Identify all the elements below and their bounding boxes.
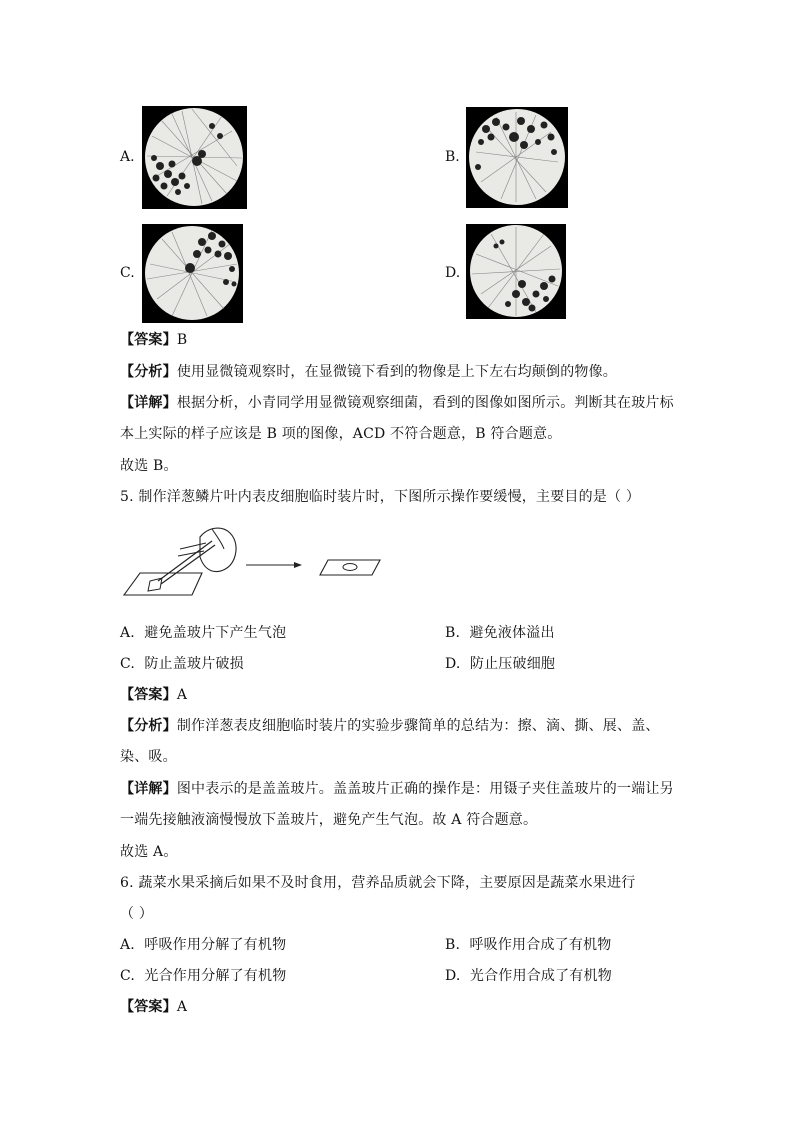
q5-detail-continued: 一端先接触液滴慢慢放下盖玻片，避免产生气泡。故 A 符合题意。 [120,812,538,828]
answer-tag: 【答案】 [120,332,177,348]
q5-option-a [120,623,286,643]
option-text: 呼吸作用分解了有机物 [144,937,287,953]
option-text: 呼吸作用合成了有机物 [469,937,612,953]
answer-tag: 【答案】 [120,687,177,703]
answer-value: A [176,999,188,1015]
q6-option-a [120,935,286,955]
option-label: A. [120,625,135,641]
option-text: 光合作用合成了有机物 [469,968,612,984]
detail-tag: 【详解】 [120,395,177,411]
detail-text: 图中表示的是盖盖玻片。盖盖玻片正确的操作是：用镊子夹住盖玻片的一端让另 [176,781,674,797]
q4-detail-continued: 本上实际的样子应该是 B 项的图像，ACD 不符合题意，B 符合题意。 [120,426,562,442]
micrograph-fungus-icon [466,107,568,208]
detail-tag: 【详解】 [120,781,177,797]
q5-conclusion: 故选 A。 [120,844,178,860]
analysis-text: 制作洋葱表皮细胞临时装片的实验步骤简单的总结为：擦、滴、撕、展、盖、 [176,718,660,734]
q6-option-c [120,966,286,986]
analysis-tag: 【分析】 [120,718,177,734]
q6-option-d [445,966,612,986]
micrograph-fungus-icon [466,224,566,319]
answer-value: A [176,687,188,703]
option-label: D. [445,656,461,672]
answer-tag: 【答案】 [120,999,177,1015]
option-text: 避免盖玻片下产生气泡 [144,625,287,641]
option-label: B. [445,149,460,165]
option-label: C. [120,656,136,672]
option-label: B. [445,625,461,641]
option-text: 防止盖玻片破损 [144,656,244,672]
q5-stem: 5. 制作洋葱鳞片叶内表皮细胞临时装片时，下图所示操作要缓慢，主要目的是（ ） [120,489,641,505]
q6-answer [120,997,187,1017]
option-text: 避免液体溢出 [469,625,555,641]
option-label: B. [445,937,461,953]
q5-detail [120,779,674,799]
analysis-text: 使用显微镜观察时，在显微镜下看到的物像是上下左右均颠倒的物像。 [176,364,618,380]
option-text: 光合作用分解了有机物 [144,968,287,984]
option-label: C. [120,968,136,984]
option-text: 防止压破细胞 [469,656,556,672]
micrograph-fungus-icon [142,106,247,209]
option-label: A. [120,937,135,953]
q4-answer [120,330,187,350]
q5-option-c [120,654,244,674]
option-label: C. [120,265,135,281]
q5-analysis [120,716,660,736]
q4-detail [120,393,674,413]
q5-answer [120,685,187,705]
answer-value: B [176,332,188,348]
q6-stem-continued: （ ） [120,906,154,922]
micrograph-fungus-icon [142,224,243,323]
option-label: D. [445,968,461,984]
option-label: A. [120,149,135,165]
q6-stem: 6. 蔬菜水果采摘后如果不及时食用，营养品质就会下降，主要原因是蔬菜水果进行 [120,875,636,891]
q4-conclusion: 故选 B。 [120,458,178,474]
analysis-tag: 【分析】 [120,364,177,380]
q5-option-d [445,654,555,674]
q6-option-b [445,935,611,955]
q5-analysis-continued: 染、吸。 [120,749,177,765]
q4-analysis [120,362,617,382]
detail-text: 根据分析，小青同学用显微镜观察细菌，看到的图像如图所示。判断其在玻片标 [176,395,674,411]
option-label: D. [445,265,461,281]
q5-option-b [445,623,555,643]
coverslip-lowering-diagram [120,523,385,603]
